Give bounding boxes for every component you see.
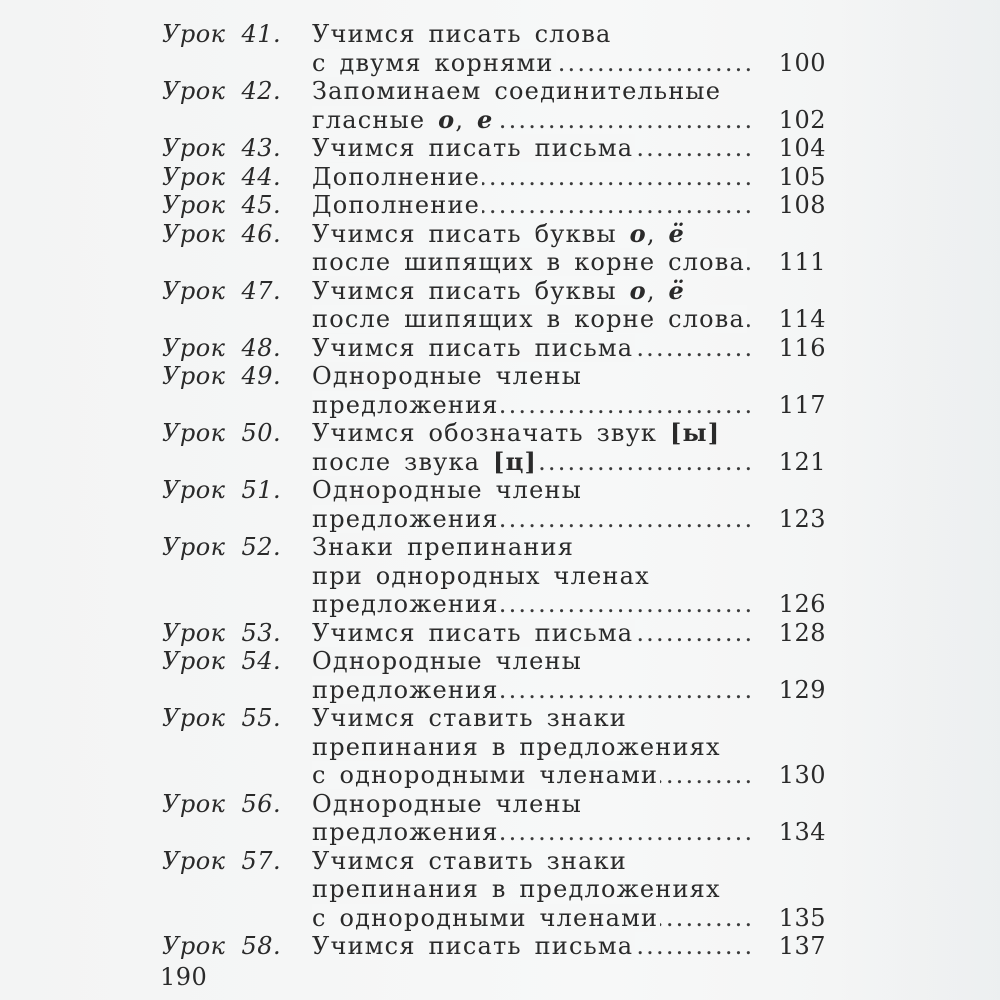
entry-title [312, 790, 826, 847]
title-text: Учимся писать письма [312, 618, 634, 647]
lesson-word: Урок [162, 618, 226, 647]
entry-title [312, 20, 826, 77]
title-text: предложения [312, 390, 499, 419]
title-text: гласные [312, 105, 439, 134]
title-text: Учимся ставить знаки [312, 846, 627, 875]
page-number: 126 [778, 590, 826, 618]
page-number: 116 [778, 333, 826, 362]
entry-title [312, 191, 826, 220]
lesson-label [162, 220, 281, 249]
lesson-number: 56. [241, 789, 282, 818]
page-number: 108 [778, 191, 826, 219]
title-text: Учимся писать письма [312, 333, 634, 362]
lesson-label [162, 77, 281, 106]
title-text: предложения [312, 504, 499, 533]
title-line [312, 191, 826, 220]
title-text: с однородными членами [312, 903, 659, 932]
title-text: предложения [312, 675, 499, 704]
lesson-label [162, 334, 281, 363]
title-text: Учимся ставить знаки [312, 704, 627, 732]
page-number: 130 [778, 761, 826, 789]
title-line [312, 676, 826, 705]
entry-title [312, 334, 826, 363]
lesson-word: Урок [162, 191, 226, 219]
entry-title [312, 362, 826, 419]
title-text: после звука [312, 447, 494, 476]
lesson-label [162, 476, 281, 505]
title-text: Дополнение [312, 191, 481, 219]
title-text: предложения [312, 818, 499, 846]
title-text: после шипящих в корне слова [312, 305, 746, 333]
title-text: Запоминаем соединительные [312, 77, 722, 105]
title-line [312, 932, 826, 961]
title-line [312, 875, 826, 904]
title-line: Учимся писать буквы о, ё [312, 218, 685, 248]
entry-title [312, 932, 826, 961]
lesson-label [162, 163, 281, 192]
title-text: Однородные члены [312, 362, 583, 390]
title-line [312, 647, 826, 676]
entry-title [312, 476, 826, 533]
title-line [312, 790, 826, 819]
page-number: 102 [778, 105, 826, 134]
title-text: Учимся писать письма [312, 134, 634, 162]
title-text: с двумя корнями [312, 48, 554, 77]
title-line [312, 419, 826, 448]
title-line [312, 362, 826, 391]
title-text: после шипящих в корне слова [312, 248, 746, 276]
lesson-word: Урок [162, 932, 226, 960]
title-line [312, 533, 826, 562]
vowel-letter: о [629, 275, 647, 305]
lesson-number: 41. [241, 20, 282, 48]
title-text: Однородные члены [312, 647, 583, 675]
lesson-word: Урок [162, 419, 226, 447]
title-text: с однородными членами [312, 761, 659, 789]
lesson-number: 51. [241, 476, 282, 504]
lesson-word: Урок [162, 647, 226, 675]
lesson-word: Урок [162, 219, 226, 248]
title-line [312, 590, 826, 619]
lesson-label [162, 277, 281, 306]
lesson-number: 55. [241, 704, 282, 732]
page-number: 129 [778, 675, 826, 704]
lesson-number: 44. [241, 162, 282, 191]
lesson-label [162, 20, 281, 49]
lesson-label [162, 134, 281, 163]
vowel-letter: ё [668, 218, 685, 248]
title-text: Учимся писать письма [312, 932, 634, 960]
entry-title [312, 647, 826, 704]
page-number: 100 [778, 48, 826, 77]
title-line [312, 704, 826, 733]
lesson-label [162, 619, 281, 648]
lesson-word: Урок [162, 162, 226, 191]
sound-notation: [ц] [493, 446, 538, 476]
lesson-number: 48. [241, 333, 282, 362]
title-line [312, 562, 826, 591]
lesson-word: Урок [162, 77, 226, 105]
title-line [312, 134, 826, 163]
title-text: препинания в предложениях [312, 732, 721, 761]
lesson-word: Урок [162, 789, 226, 818]
page-number: 123 [778, 504, 826, 533]
lesson-word: Урок [162, 134, 226, 162]
lesson-label [162, 419, 281, 448]
title-line [312, 248, 826, 277]
entry-title [312, 163, 826, 192]
title-text: Дополнение [312, 162, 481, 191]
entry-title [312, 134, 826, 163]
lesson-number: 49. [241, 362, 282, 390]
title-line [312, 904, 826, 933]
lesson-label [162, 191, 281, 220]
title-line [312, 733, 826, 762]
entry-title [312, 619, 826, 648]
title-text: при однородных членах [312, 561, 650, 590]
lesson-word: Урок [162, 846, 226, 875]
page-number: 135 [778, 903, 826, 932]
vowel-letter: е [477, 104, 494, 134]
lesson-word: Урок [162, 362, 226, 390]
title-text: предложения [312, 590, 499, 618]
lesson-number: 45. [241, 191, 282, 219]
title-text: Учимся обозначать звук [312, 419, 670, 447]
lesson-word: Урок [162, 276, 226, 305]
title-line [312, 305, 826, 334]
title-line [312, 818, 826, 847]
entry-title [312, 277, 826, 334]
lesson-word: Урок [162, 476, 226, 504]
title-line [312, 847, 826, 876]
title-line [312, 49, 826, 78]
entry-title [312, 220, 826, 277]
page-number: 137 [778, 932, 826, 960]
vowel-letter: о [438, 104, 456, 134]
title-line [312, 391, 826, 420]
lesson-number: 54. [241, 647, 282, 675]
lesson-number: 43. [241, 134, 282, 162]
title-line [312, 476, 826, 505]
page-number: 104 [778, 134, 826, 162]
title-text: Учимся писать буквы [312, 276, 630, 305]
entry-title [312, 704, 826, 790]
lesson-word: Урок [162, 533, 226, 561]
entry-title [312, 847, 826, 933]
lesson-number: 50. [241, 419, 282, 447]
lesson-number: 42. [241, 77, 282, 105]
title-line: ..... гласные о, е 102 [312, 106, 826, 135]
lesson-label [162, 704, 281, 733]
title-text: Однородные члены [312, 476, 583, 504]
title-line [312, 761, 826, 790]
entry-title [312, 77, 826, 134]
lesson-label [162, 790, 281, 819]
lesson-number: 52. [241, 533, 282, 561]
page-number: 128 [778, 618, 826, 647]
page-number: 121 [778, 447, 826, 476]
title-text: Однородные члены [312, 789, 583, 818]
page-number: 105 [778, 162, 826, 191]
page-number: 111 [778, 248, 826, 276]
lesson-number: 47. [241, 276, 282, 305]
title-text: Учимся писать слова [312, 20, 612, 48]
page-number: 134 [778, 818, 826, 846]
lesson-word: Урок [162, 333, 226, 362]
sound-notation: [ы] [669, 418, 721, 447]
lesson-number: 57. [241, 846, 282, 875]
page-number: 114 [778, 305, 826, 333]
lesson-word: Урок [162, 704, 226, 732]
title-line [312, 20, 826, 49]
vowel-letter: о [629, 218, 647, 248]
lesson-label [162, 362, 281, 391]
title-text: препинания в предложениях [312, 875, 721, 903]
title-line [312, 334, 826, 363]
lesson-word: Урок [162, 20, 226, 48]
lesson-label [162, 847, 281, 876]
title-line: Учимся писать буквы о, ё [312, 275, 685, 305]
title-line [312, 77, 826, 106]
page-folio: 190 [160, 963, 208, 991]
lesson-label [162, 932, 281, 961]
lesson-number: 53. [241, 618, 282, 647]
entry-title [312, 533, 826, 619]
entry-title [312, 419, 826, 476]
title-line [312, 163, 826, 192]
vowel-letter: ё [668, 275, 685, 305]
lesson-label [162, 647, 281, 676]
lesson-number: 58. [241, 932, 282, 960]
title-text: Знаки препинания [312, 533, 575, 561]
title-text: Учимся писать буквы [312, 219, 630, 248]
title-line [312, 619, 826, 648]
title-line [312, 448, 826, 477]
lesson-number: 46. [241, 219, 282, 248]
title-line [312, 505, 826, 534]
lesson-label [162, 533, 281, 562]
page-number: 117 [778, 390, 826, 419]
